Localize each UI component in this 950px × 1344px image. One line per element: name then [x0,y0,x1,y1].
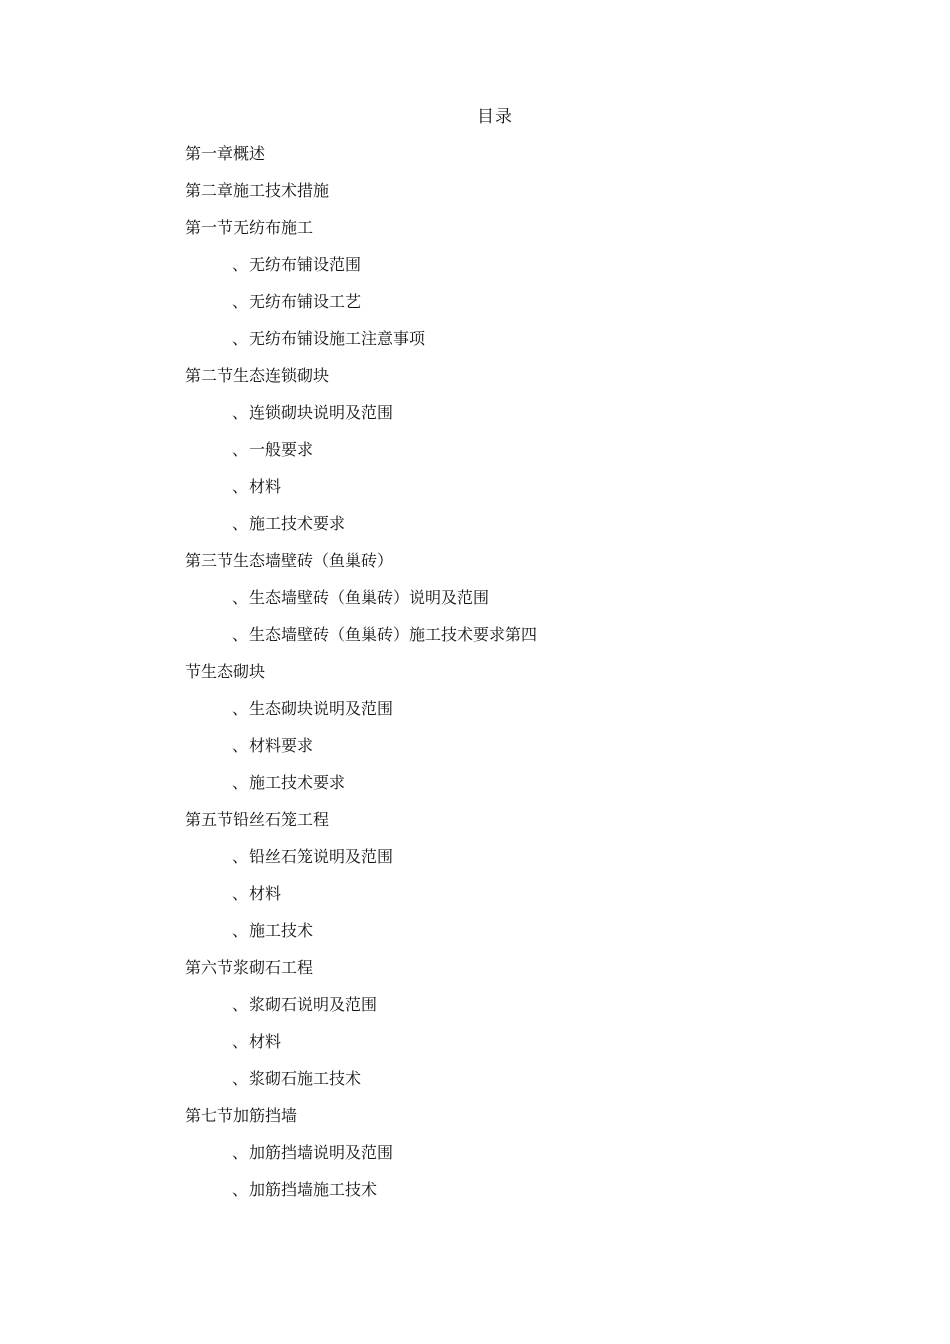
toc-item-text: 第二章施工技术措施 [185,181,330,200]
toc-item-text: 第一章概述 [185,144,266,163]
toc-item-text: 施工技术 [249,921,314,940]
toc-item-text: 无纺布铺设施工注意事项 [249,329,426,348]
toc-item-text: 无纺布铺设范围 [249,255,362,274]
toc-list [185,142,537,1215]
toc-item-text: 施工技术要求 [249,773,346,792]
toc-item-text: 第一节无纺布施工 [185,218,314,237]
toc-title: 目录 [477,107,513,127]
toc-item-text: 材料 [249,1032,282,1051]
toc-bullet: 、 [232,403,249,422]
toc-bullet: 、 [232,1032,249,1051]
toc-subitem [185,1178,537,1215]
toc-subitem [185,586,537,623]
toc-bullet: 、 [232,921,249,940]
toc-item-text: 第五节铅丝石笼工程 [185,810,330,829]
toc-item-text: 浆砌石说明及范围 [249,995,378,1014]
toc-heading [185,549,537,586]
toc-item-text: 第三节生态墙壁砖（鱼巢砖） [185,551,394,570]
toc-subitem [185,882,537,919]
toc-bullet: 、 [232,477,249,496]
toc-bullet: 、 [232,699,249,718]
toc-heading [185,142,537,179]
toc-subitem [185,253,537,290]
toc-item-text: 第七节加筋挡墙 [185,1106,298,1125]
toc-subitem [185,845,537,882]
toc-subitem [185,1141,537,1178]
toc-bullet: 、 [232,995,249,1014]
toc-item-text: 无纺布铺设工艺 [249,292,362,311]
toc-subitem [185,1030,537,1067]
toc-bullet: 、 [232,1143,249,1162]
toc-item-text: 连锁砌块说明及范围 [249,403,394,422]
toc-heading [185,216,537,253]
toc-subitem [185,475,537,512]
toc-item-text: 第二节生态连锁砌块 [185,366,330,385]
toc-bullet: 、 [232,884,249,903]
toc-heading [185,1104,537,1141]
toc-subitem [185,993,537,1030]
toc-bullet: 、 [232,1069,249,1088]
toc-bullet: 、 [232,440,249,459]
toc-item-text: 材料 [249,884,282,903]
toc-bullet: 、 [232,847,249,866]
toc-bullet: 、 [232,625,249,644]
toc-heading [185,956,537,993]
toc-heading [185,179,537,216]
toc-item-text: 一般要求 [249,440,314,459]
toc-subitem [185,401,537,438]
toc-heading [185,660,537,697]
toc-item-text: 节生态砌块 [185,662,266,681]
toc-bullet: 、 [232,514,249,533]
toc-subitem [185,697,537,734]
toc-bullet: 、 [232,255,249,274]
toc-bullet: 、 [232,588,249,607]
toc-item-text: 铅丝石笼说明及范围 [249,847,394,866]
toc-subitem [185,771,537,808]
toc-subitem [185,623,537,660]
toc-heading [185,364,537,401]
toc-subitem [185,327,537,364]
toc-item-text: 加筋挡墙施工技术 [249,1180,378,1199]
toc-subitem [185,734,537,771]
toc-subitem [185,290,537,327]
toc-item-text: 材料要求 [249,736,314,755]
toc-item-text: 第六节浆砌石工程 [185,958,314,977]
toc-subitem [185,919,537,956]
toc-bullet: 、 [232,1180,249,1199]
toc-item-text: 加筋挡墙说明及范围 [249,1143,394,1162]
toc-item-text: 材料 [249,477,282,496]
toc-heading [185,808,537,845]
toc-subitem [185,1067,537,1104]
toc-bullet: 、 [232,329,249,348]
toc-item-text: 生态砌块说明及范围 [249,699,394,718]
toc-subitem [185,438,537,475]
toc-bullet: 、 [232,773,249,792]
toc-subitem [185,512,537,549]
toc-item-text: 生态墙壁砖（鱼巢砖）说明及范围 [249,588,490,607]
toc-item-text: 生态墙壁砖（鱼巢砖）施工技术要求第四 [249,625,538,644]
toc-item-text: 浆砌石施工技术 [249,1069,362,1088]
toc-bullet: 、 [232,736,249,755]
toc-item-text: 施工技术要求 [249,514,346,533]
toc-bullet: 、 [232,292,249,311]
